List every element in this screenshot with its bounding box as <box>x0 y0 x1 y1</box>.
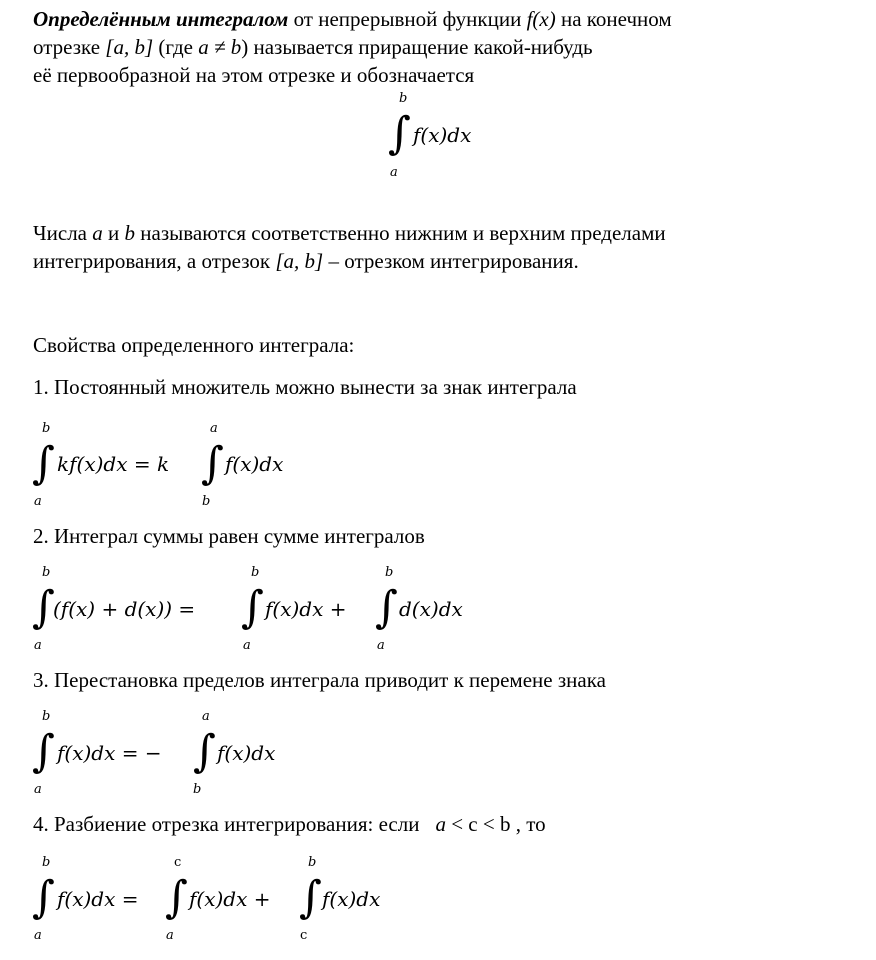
lower-limit: a <box>34 928 42 943</box>
property-3-title: 3. Перестановка пределов интеграла приводит к перемене знака <box>33 668 606 692</box>
lower-limit: c <box>300 928 308 943</box>
property-4-text: , то <box>510 812 546 836</box>
definition-term: Определённым интегралом <box>33 7 289 31</box>
upper-limit: b <box>42 855 51 870</box>
upper-limit: b <box>308 855 317 870</box>
integrand: f(x)dx = <box>57 887 139 911</box>
integral-sign-icon: ∫ <box>32 872 55 923</box>
definition-text: (где <box>153 35 199 59</box>
lower-limit: a <box>34 782 42 797</box>
definition-text: отрезке <box>33 35 106 59</box>
lower-limit: a <box>166 928 174 943</box>
lower-limit: b <box>193 782 202 797</box>
upper-limit: a <box>202 709 210 724</box>
condition-a-ne-b: a ≠ b <box>198 35 242 59</box>
integrand: f(x)dx + <box>189 887 271 911</box>
definition-text: на конечном <box>555 7 672 31</box>
property-1-title: 1. Постоянный множитель можно вынести за знак интеграла <box>33 375 577 399</box>
upper-limit: b <box>42 565 51 580</box>
property-3-formula <box>33 708 333 800</box>
integral-sign-icon: ∫ <box>32 582 55 633</box>
lower-limit: a <box>377 638 385 653</box>
limits-text: Числа <box>33 221 93 245</box>
definition-text: от непрерывной функции <box>288 7 527 31</box>
definition-line-1 <box>33 6 672 32</box>
upper-limit: b <box>42 421 51 436</box>
integral-sign-icon: ∫ <box>299 872 322 923</box>
upper-limit: b <box>385 565 394 580</box>
properties-title: Свойства определенного интеграла: <box>33 333 355 357</box>
lower-limit: a <box>390 165 398 180</box>
upper-limit: a <box>210 421 218 436</box>
integral-sign-icon: ∫ <box>241 582 264 633</box>
upper-limit: b <box>251 565 260 580</box>
integral-sign-icon: ∫ <box>165 872 188 923</box>
integral-sign-icon: ∫ <box>388 108 411 159</box>
definition-line-3: её первообразной на этом отрезке и обозначается <box>33 63 475 87</box>
upper-limit: b <box>42 709 51 724</box>
upper-limit: b <box>399 91 408 106</box>
integrand: d(x)dx <box>399 597 463 621</box>
limits-text: и <box>102 221 125 245</box>
integrand: f(x)dx = − <box>57 741 162 765</box>
limits-text: называются соответственно нижним и верхним пределами <box>135 221 666 245</box>
function-fx: f(x) <box>526 7 556 31</box>
property-2-title: 2. Интеграл суммы равен сумме интегралов <box>33 524 425 548</box>
var-a: a <box>92 221 103 245</box>
integrand: (f(x) + d(x)) = <box>53 597 196 621</box>
lower-limit: a <box>34 638 42 653</box>
integral-sign-icon: ∫ <box>201 438 224 489</box>
condition-text: < c < b <box>445 812 511 836</box>
property-2-formula <box>33 564 493 656</box>
integral-sign-icon: ∫ <box>32 726 55 777</box>
limits-text: – отрезком интегрирования. <box>323 249 579 273</box>
var-b: b <box>124 221 136 245</box>
limits-line-2 <box>33 248 579 274</box>
integrand: f(x)dx + <box>265 597 347 621</box>
lower-limit: b <box>202 494 211 509</box>
property-4-formula <box>33 854 433 946</box>
definition-line-2 <box>33 34 593 60</box>
lower-limit: a <box>34 494 42 509</box>
var-a: a <box>435 812 446 836</box>
segment-ab: [a, b] <box>105 35 154 59</box>
integrand: f(x)dx <box>217 741 276 765</box>
integrand: f(x)dx <box>322 887 381 911</box>
limits-text: интегрирования, а отрезок <box>33 249 276 273</box>
definition-text: ) называется приращение какой-нибудь <box>241 35 593 59</box>
integral-sign-icon: ∫ <box>193 726 216 777</box>
integrand: kf(x)dx = k <box>57 452 170 476</box>
limits-line-1 <box>33 220 666 246</box>
upper-limit: c <box>174 855 182 870</box>
integrand: f(x)dx <box>225 452 284 476</box>
definition-formula <box>388 90 508 182</box>
integral-sign-icon: ∫ <box>32 438 55 489</box>
property-1-formula <box>33 418 333 510</box>
lower-limit: a <box>243 638 251 653</box>
segment-ab: [a, b] <box>275 249 324 273</box>
integral-sign-icon: ∫ <box>375 582 398 633</box>
integrand: f(x)dx <box>413 123 472 147</box>
property-4-text: 4. Разбиение отрезка интегрирования: если <box>33 812 420 836</box>
property-4-title <box>33 811 546 837</box>
